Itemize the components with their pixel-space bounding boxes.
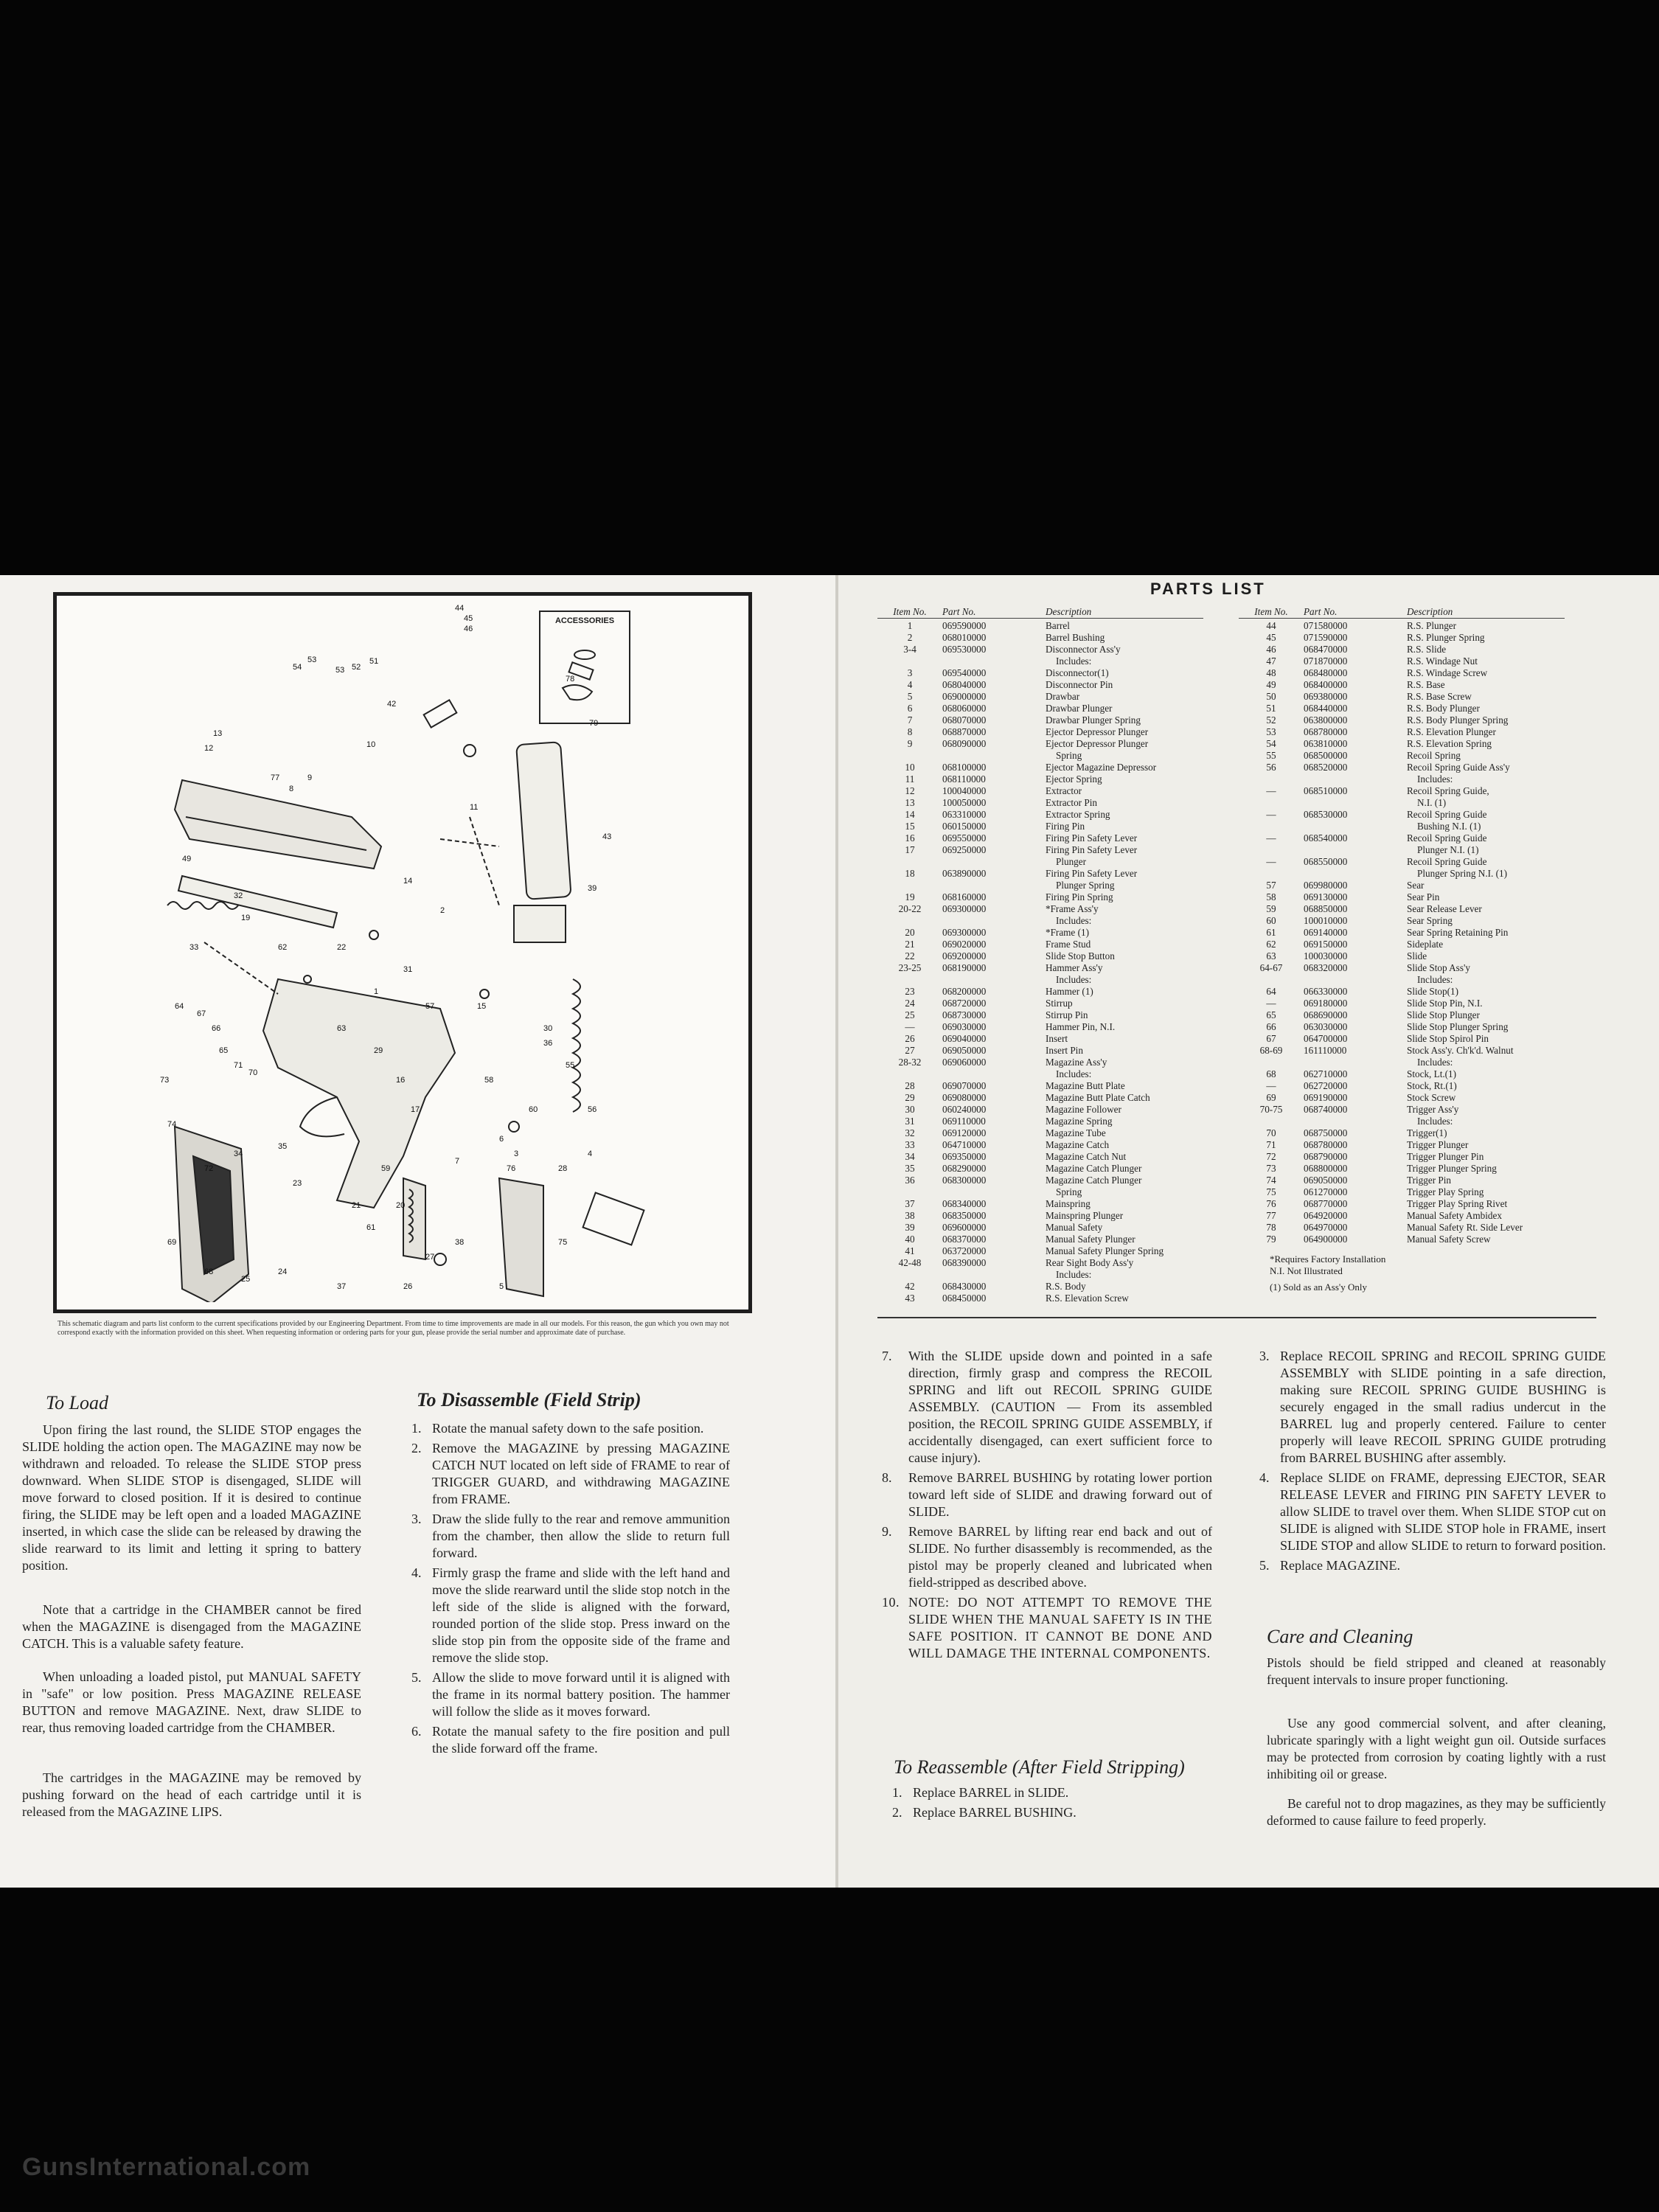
parts-row: 56 068520000 Recoil Spring Guide Ass'y	[1266, 762, 1510, 773]
parts-row: 36 068300000 Magazine Catch Plunger	[905, 1175, 1142, 1186]
parts-row: 60 100010000 Sear Spring	[1266, 915, 1453, 926]
parts-row: 79 064900000 Manual Safety Screw	[1266, 1234, 1491, 1245]
diagram-callout: 37	[337, 1282, 347, 1291]
parts-row: 76 068770000 Trigger Play Spring Rivet	[1266, 1198, 1508, 1209]
parts-row: 14 063310000 Extractor Spring	[905, 809, 1110, 820]
diagram-callout: 61	[366, 1223, 376, 1232]
diagram-callout: 54	[293, 663, 302, 672]
care-paragraph-3: Be careful not to drop magazines, as they may be sufficiently deformed to cause failure to feed properly.	[1267, 1796, 1606, 1828]
diagram-callout: 26	[403, 1282, 413, 1291]
diagram-callout: 11	[470, 803, 479, 812]
disassemble-step: 8. Remove BARREL BUSHING by rotating lower portion toward left side of SLIDE and drawing forward out of SLIDE.	[882, 1470, 1212, 1519]
disassemble-step: 6. Rotate the manual safety to the fire position and pull the slide forward off the frame.	[411, 1724, 730, 1756]
parts-row: 8 068870000 Ejector Depressor Plunger	[907, 726, 1149, 737]
diagram-callout: 34	[234, 1150, 243, 1158]
diagram-callout: 36	[543, 1039, 553, 1048]
parts-row: 51 068440000 R.S. Body Plunger	[1266, 703, 1480, 714]
parts-row: 4 068040000 Disconnector Pin	[907, 679, 1113, 690]
accessories-label: ACCESSORIES	[554, 616, 615, 625]
parts-row: 16 069550000 Firing Pin Safety Lever	[905, 832, 1138, 844]
disassemble-step: 4. Firmly grasp the frame and slide with the left hand and move the slide rearward until the slide stop notch in the left side of the slide is aligned with the forward, rounded portion of the slide stop. Press inward on the slide stop pin from the opposite side of the frame and remove the slide stop.	[411, 1565, 730, 1665]
to-load-paragraph-3: When unloading a loaded pistol, put MANUAL SAFETY in "safe" or low position. Press MAGAZINE RELEASE BUTTON and remove MAGAZINE. Next, draw SLIDE to rear, thus removing loaded cartridge from the CHAMBER.	[22, 1669, 361, 1735]
parts-row: 72 068790000 Trigger Plunger Pin	[1266, 1151, 1484, 1162]
parts-row: 29 069080000 Magazine Butt Plate Catch	[905, 1092, 1150, 1103]
diagram-callout: 30	[543, 1024, 553, 1033]
diagram-callout: 67	[197, 1009, 206, 1018]
reassemble-step: 2. Replace BARREL BUSHING.	[892, 1805, 1077, 1820]
parts-row: 63 100030000 Slide	[1266, 950, 1427, 961]
diagram-callout: 28	[558, 1164, 568, 1173]
diagram-callout: 74	[167, 1120, 177, 1129]
diagram-callout: 51	[369, 657, 379, 666]
parts-row: 3-4 069530000 Disconnector Ass'y	[903, 644, 1121, 655]
diagram-callout: 10	[366, 740, 376, 749]
diagram-callout: 77	[271, 773, 280, 782]
parts-row: 38 068350000 Mainspring Plunger	[905, 1210, 1124, 1221]
parts-row: 43 068450000 R.S. Elevation Screw	[905, 1293, 1129, 1304]
parts-row: 67 064700000 Slide Stop Spirol Pin	[1266, 1033, 1489, 1044]
parts-row: — 068540000 Recoil Spring Guide	[1266, 832, 1487, 844]
diagram-callout: 71	[234, 1061, 243, 1070]
to-load-title: To Load	[46, 1392, 109, 1413]
diagram-callout: 63	[337, 1024, 347, 1033]
diagram-callout: 49	[182, 855, 192, 863]
parts-row: 78 064970000 Manual Safety Rt. Side Lever	[1266, 1222, 1523, 1233]
parts-table-left	[877, 606, 1203, 1304]
parts-table-header: Item No. Part No. Description	[877, 606, 1203, 619]
diagram-callout: 32	[234, 891, 243, 900]
parts-row: 70-75 068740000 Trigger Ass'y	[1259, 1104, 1459, 1115]
diagram-callout: 1	[374, 987, 379, 996]
parts-note: (1) Sold as an Ass'y Only	[1270, 1281, 1367, 1293]
care-paragraph-1: Pistols should be field stripped and cleaned at reasonably frequent intervals to insure proper functioning.	[1267, 1655, 1606, 1687]
parts-note: *Requires Factory Installation	[1270, 1253, 1386, 1265]
exploded-diagram	[53, 592, 752, 1313]
parts-row: 46 068470000 R.S. Slide	[1266, 644, 1447, 655]
parts-row: 31 069110000 Magazine Spring	[905, 1116, 1113, 1127]
parts-note: N.I. Not Illustrated	[1270, 1265, 1343, 1276]
parts-row: 1 069590000 Barrel	[907, 620, 1070, 631]
parts-row: 42 068430000 R.S. Body	[905, 1281, 1086, 1292]
diagram-callout: 60	[529, 1105, 538, 1114]
diagram-callout: 19	[241, 914, 251, 922]
parts-row: 27 069050000 Insert Pin	[905, 1045, 1083, 1056]
parts-row: 19 068160000 Firing Pin Spring	[905, 891, 1113, 902]
diagram-callout: 43	[602, 832, 612, 841]
diagram-callout: 12	[204, 744, 214, 753]
parts-row: — 068510000 Recoil Spring Guide,	[1266, 785, 1489, 796]
parts-row: 48 068480000 R.S. Windage Screw	[1266, 667, 1488, 678]
disassemble-title: To Disassemble (Field Strip)	[417, 1389, 641, 1411]
diagram-callout: 31	[403, 965, 413, 974]
parts-row: Spring	[1056, 750, 1082, 761]
parts-row: 68 062710000 Stock, Lt.(1)	[1266, 1068, 1457, 1079]
diagram-callout: 42	[387, 700, 397, 709]
parts-row: 69 069190000 Stock Screw	[1266, 1092, 1456, 1103]
parts-row: Plunger Spring	[1056, 880, 1115, 891]
parts-list-rule	[877, 1317, 1596, 1318]
parts-row: 32 069120000 Magazine Tube	[905, 1127, 1106, 1138]
care-title: Care and Cleaning	[1267, 1626, 1413, 1647]
diagram-callout: 57	[425, 1002, 435, 1011]
diagram-callout: 38	[455, 1238, 465, 1247]
diagram-callout: 75	[558, 1238, 568, 1247]
diagram-callout: 24	[278, 1267, 288, 1276]
parts-row: — 068550000 Recoil Spring Guide	[1266, 856, 1487, 867]
parts-row: 59 068850000 Sear Release Lever	[1266, 903, 1482, 914]
diagram-callout: 9	[307, 773, 313, 782]
parts-row: 10 068100000 Ejector Magazine Depressor	[905, 762, 1157, 773]
parts-row: — 069030000 Hammer Pin, N.I.	[905, 1021, 1116, 1032]
parts-row: 6 068060000 Drawbar Plunger	[907, 703, 1113, 714]
parts-row: 11 068110000 Ejector Spring	[905, 773, 1102, 785]
diagram-callout: 4	[588, 1150, 593, 1158]
parts-row: Plunger N.I. (1)	[1417, 844, 1479, 855]
parts-row: Bushing N.I. (1)	[1417, 821, 1481, 832]
reassemble-step: 3. Replace RECOIL SPRING and RECOIL SPRING GUIDE ASSEMBLY with SLIDE pointing in a safe direction, making sure RECOIL SPRING GUIDE BUSHING is securely engaged in the small radius undercut in the BARREL lug and properly centered. Failure to center properly will leave RECOIL SPRING GUIDE protruding from BARREL BUSHING after assembly.	[1259, 1349, 1606, 1465]
parts-row: 39 069600000 Manual Safety	[905, 1222, 1103, 1233]
diagram-callout: 44	[455, 604, 465, 613]
parts-row: 2 068010000 Barrel Bushing	[907, 632, 1105, 643]
diagram-callout: 7	[455, 1157, 460, 1166]
parts-row: 20-22 069300000 *Frame Ass'y	[898, 903, 1099, 914]
diagram-callout: 39	[588, 884, 597, 893]
diagram-callout: 2	[440, 906, 445, 915]
diagram-callout: 55	[566, 1061, 575, 1070]
reassemble-step: 4. Replace SLIDE on FRAME, depressing EJECTOR, SEAR RELEASE LEVER and FIRING PIN SAFETY LEVER to allow SLIDE to travel over them. When SLIDE STOP cut on SLIDE is aligned with SLIDE STOP hole in FRAME, insert SLIDE STOP and allow SLIDE to return to forward position.	[1259, 1470, 1606, 1553]
parts-row: 7 068070000 Drawbar Plunger Spring	[907, 714, 1141, 726]
diagram-callout: 27	[425, 1253, 435, 1262]
parts-row: 71 068780000 Trigger Plunger	[1266, 1139, 1469, 1150]
parts-row: 33 064710000 Magazine Catch	[905, 1139, 1110, 1150]
diagram-callout: 76	[507, 1164, 516, 1173]
diagram-callout: 68	[204, 1267, 214, 1276]
reassemble-steps-part1	[892, 1784, 1217, 1824]
diagram-callout: 20	[396, 1201, 406, 1210]
parts-row: 70 068750000 Trigger(1)	[1266, 1127, 1447, 1138]
parts-row: — 068530000 Recoil Spring Guide	[1266, 809, 1487, 820]
parts-row: Plunger Spring N.I. (1)	[1417, 868, 1507, 879]
parts-row: 42-48 068390000 Rear Sight Body Ass'y	[898, 1257, 1134, 1268]
reassemble-steps-part2	[1259, 1348, 1606, 1577]
parts-row: 5 069000000 Drawbar	[907, 691, 1080, 702]
to-load-paragraph-1: Upon firing the last round, the SLIDE STOP engages the SLIDE holding the action open. The MAGAZINE may now be withdrawn and reloaded. To release the SLIDE STOP press downward. When SLIDE STOP is disengaged, SLIDE will move forward to closed position. If it is desired to continue firing, the SLIDE may be left open and a loaded MAGAZINE inserted, in which case the slide can be released by drawing the slide rearward to its limit and letting it spring to battery position.	[22, 1422, 361, 1573]
parts-row: 28-32 069060000 Magazine Ass'y	[898, 1057, 1107, 1068]
reassemble-step: 1. Replace BARREL in SLIDE.	[892, 1785, 1069, 1800]
parts-row: N.I. (1)	[1417, 797, 1447, 808]
diagram-callout: 69	[167, 1238, 177, 1247]
parts-row: 21 069020000 Frame Stud	[905, 939, 1091, 950]
diagram-callout: 8	[289, 785, 294, 793]
parts-row: 49 068400000 R.S. Base	[1266, 679, 1445, 690]
parts-row: 24 068720000 Stirrup	[905, 998, 1073, 1009]
diagram-callout: 58	[484, 1076, 494, 1085]
parts-row: 41 063720000 Manual Safety Plunger Spring	[905, 1245, 1164, 1256]
parts-row: 54 063810000 R.S. Elevation Spring	[1266, 738, 1492, 749]
parts-row: 61 069140000 Sear Spring Retaining Pin	[1266, 927, 1509, 938]
parts-row: Includes:	[1417, 1057, 1453, 1068]
disassemble-step: 9. Remove BARREL by lifting rear end back and out of SLIDE. No further disassembly is recommended, as the pistol may be properly cleaned and lubricated when field-stripped as described above.	[882, 1524, 1212, 1590]
reassemble-title: To Reassemble (After Field Stripping)	[894, 1756, 1185, 1778]
parts-row: 3 069540000 Disconnector(1)	[907, 667, 1109, 678]
diagram-callout: 3	[514, 1150, 519, 1158]
to-load-paragraph-4: The cartridges in the MAGAZINE may be removed by pushing forward on the head of each cartridge until it is released from the MAGAZINE LIPS.	[22, 1770, 361, 1819]
parts-row: 28 069070000 Magazine Butt Plate	[905, 1080, 1125, 1091]
parts-row: — 069180000 Slide Stop Pin, N.I.	[1266, 998, 1483, 1009]
parts-row: 44 071580000 R.S. Plunger	[1266, 620, 1457, 631]
diagram-callout: 29	[374, 1046, 383, 1055]
parts-row: 50 069380000 R.S. Base Screw	[1266, 691, 1472, 702]
parts-row: 57 069980000 Sear	[1266, 880, 1425, 891]
diagram-callout: 15	[477, 1002, 487, 1011]
care-paragraph-2: Use any good commercial solvent, and after cleaning, lubricate sparingly with a light weight gun oil. Outside surfaces may be protected from corrosion by coating lightly with a rust inhibiting oil or grease.	[1267, 1716, 1606, 1781]
diagram-callout: 17	[411, 1105, 420, 1114]
diagram-callout: 13	[213, 729, 223, 738]
parts-row: 68-69 161110000 Stock Ass'y. Ch'k'd. Walnut	[1259, 1045, 1514, 1056]
parts-row: 52 063800000 R.S. Body Plunger Spring	[1266, 714, 1509, 726]
diagram-caption: This schematic diagram and parts list conform to the current specifications provided by our Engineering Department. From time to time improvements are made in all our models. For this reason, the gun which you own may not correspond exactly with the information provided on this sheet. When requesting information or ordering parts for your gun, please provide the serial number and approximate date of purchase.	[58, 1320, 729, 1337]
disassemble-steps	[411, 1420, 730, 1760]
parts-row: Includes:	[1056, 915, 1092, 926]
parts-table-right	[1239, 606, 1565, 1245]
parts-row: 23-25 068190000 Hammer Ass'y	[898, 962, 1103, 973]
diagram-callout: 72	[204, 1164, 214, 1173]
diagram-callout: 73	[160, 1076, 170, 1085]
parts-row: 64 066330000 Slide Stop(1)	[1266, 986, 1458, 997]
diagram-callout: 56	[588, 1105, 597, 1114]
parts-row: 30 060240000 Magazine Follower	[905, 1104, 1121, 1115]
diagram-callout: 53	[335, 666, 345, 675]
parts-row: Includes:	[1056, 974, 1092, 985]
parts-row: Includes:	[1056, 1068, 1092, 1079]
disassemble-step: 5. Allow the slide to move forward until it is aligned with the frame in its normal battery position. The hammer will follow the slide as it moves forward.	[411, 1670, 730, 1719]
diagram-callout: 45	[464, 614, 473, 623]
diagram-callout: 53	[307, 655, 317, 664]
parts-row: Includes:	[1417, 773, 1453, 785]
diagram-callout: 46	[464, 625, 473, 633]
parts-row: 62 069150000 Sideplate	[1266, 939, 1444, 950]
diagram-callout: 70	[248, 1068, 258, 1077]
watermark: GunsInternational.com	[22, 2153, 311, 2181]
diagram-callout: 21	[352, 1201, 361, 1210]
parts-row: 18 063890000 Firing Pin Safety Lever	[905, 868, 1138, 879]
disassemble-steps-continued	[882, 1348, 1212, 1665]
disassemble-step: 10. NOTE: DO NOT ATTEMPT TO REMOVE THE SLIDE WHEN THE MANUAL SAFETY IS IN THE SAFE POSITION. IT CANNOT BE DONE AND WILL DAMAGE THE INTERNAL COMPONENTS.	[882, 1595, 1212, 1660]
parts-row: 55 068500000 Recoil Spring	[1266, 750, 1461, 761]
diagram-callout: 64	[175, 1002, 184, 1011]
diagram-callout: 59	[381, 1164, 391, 1173]
parts-row: Includes:	[1056, 1269, 1092, 1280]
parts-row: 66 063030000 Slide Stop Plunger Spring	[1266, 1021, 1509, 1032]
diagram-callout: 62	[278, 943, 288, 952]
parts-table-header: Item No. Part No. Description	[1239, 606, 1565, 619]
parts-row: Includes:	[1417, 1116, 1453, 1127]
disassemble-step: 2. Remove the MAGAZINE by pressing MAGAZINE CATCH NUT located on left side of FRAME to rear of TRIGGER GUARD, and withdrawing MAGAZINE from FRAME.	[411, 1441, 730, 1506]
disassemble-step: 1. Rotate the manual safety down to the safe position.	[411, 1421, 704, 1436]
diagram-callout: 23	[293, 1179, 302, 1188]
disassemble-step: 3. Draw the slide fully to the rear and remove ammunition from the chamber, then allow the slide to return full forward.	[411, 1512, 730, 1560]
parts-notes	[1270, 1253, 1385, 1293]
parts-row: 13 100050000 Extractor Pin	[905, 797, 1097, 808]
reassemble-step: 5. Replace MAGAZINE.	[1259, 1558, 1400, 1573]
parts-row: 26 069040000 Insert	[905, 1033, 1068, 1044]
diagram-callout: 35	[278, 1142, 288, 1151]
to-load-paragraph-2: Note that a cartridge in the CHAMBER cannot be fired when the MAGAZINE is disengaged from the MAGAZINE CATCH. This is a valuable safety feature.	[22, 1602, 361, 1651]
parts-row: 25 068730000 Stirrup Pin	[905, 1009, 1088, 1020]
diagram-callout: 5	[499, 1282, 504, 1291]
parts-row: 47 071870000 R.S. Windage Nut	[1266, 655, 1478, 667]
parts-row: 9 068090000 Ejector Depressor Plunger	[907, 738, 1149, 749]
parts-row: 40 068370000 Manual Safety Plunger	[905, 1234, 1135, 1245]
diagram-callout: 78	[566, 675, 575, 684]
parts-row: 23 068200000 Hammer (1)	[905, 986, 1093, 997]
parts-row: 73 068800000 Trigger Plunger Spring	[1266, 1163, 1497, 1174]
parts-row: 65 068690000 Slide Stop Plunger	[1266, 1009, 1480, 1020]
pistol-exploded-drawing	[57, 596, 741, 1302]
diagram-callout: 16	[396, 1076, 406, 1085]
parts-row: 53 068780000 R.S. Elevation Plunger	[1266, 726, 1496, 737]
parts-row: 74 069050000 Trigger Pin	[1266, 1175, 1451, 1186]
diagram-callout: 66	[212, 1024, 221, 1033]
parts-list-title: PARTS LIST	[1150, 580, 1266, 598]
diagram-callout: 6	[499, 1135, 504, 1144]
disassemble-step: 7. With the SLIDE upside down and pointed in a safe direction, firmly grasp and compress the RECOIL SPRING and lift out RECOIL SPRING GUIDE ASSEMBLY. (CAUTION — From its assembled position, the RECOIL SPRING GUIDE ASSEMBLY, if accidentally disengaged, can exert sufficient force to cause injury).	[882, 1349, 1212, 1465]
parts-row: 34 069350000 Magazine Catch Nut	[905, 1151, 1127, 1162]
diagram-callout: 79	[589, 719, 599, 728]
parts-row: Includes:	[1417, 974, 1453, 985]
parts-row: Spring	[1056, 1186, 1082, 1197]
parts-row: 37 068340000 Mainspring	[905, 1198, 1091, 1209]
parts-row: 64-67 068320000 Slide Stop Ass'y	[1259, 962, 1470, 973]
parts-row: 58 069130000 Sear Pin	[1266, 891, 1440, 902]
parts-row: 45 071590000 R.S. Plunger Spring	[1266, 632, 1485, 643]
diagram-callout: 14	[403, 877, 413, 886]
diagram-callout: 33	[189, 943, 199, 952]
diagram-callout: 52	[352, 663, 361, 672]
parts-row: 12 100040000 Extractor	[905, 785, 1082, 796]
parts-row: 17 069250000 Firing Pin Safety Lever	[905, 844, 1138, 855]
parts-row: 77 064920000 Manual Safety Ambidex	[1266, 1210, 1502, 1221]
parts-row: 22 069200000 Slide Stop Button	[905, 950, 1115, 961]
diagram-callout: 22	[337, 943, 347, 952]
parts-row: Plunger	[1056, 856, 1087, 867]
parts-row: 35 068290000 Magazine Catch Plunger	[905, 1163, 1142, 1174]
parts-row: 75 061270000 Trigger Play Spring	[1266, 1186, 1484, 1197]
parts-row: Includes:	[1056, 655, 1092, 667]
diagram-callout: 25	[241, 1275, 251, 1284]
parts-row: — 062720000 Stock, Rt.(1)	[1266, 1080, 1457, 1091]
parts-row: 15 060150000 Firing Pin	[905, 821, 1085, 832]
diagram-callout: 65	[219, 1046, 229, 1055]
page-fold	[835, 575, 838, 1888]
parts-row: 20 069300000 *Frame (1)	[905, 927, 1089, 938]
